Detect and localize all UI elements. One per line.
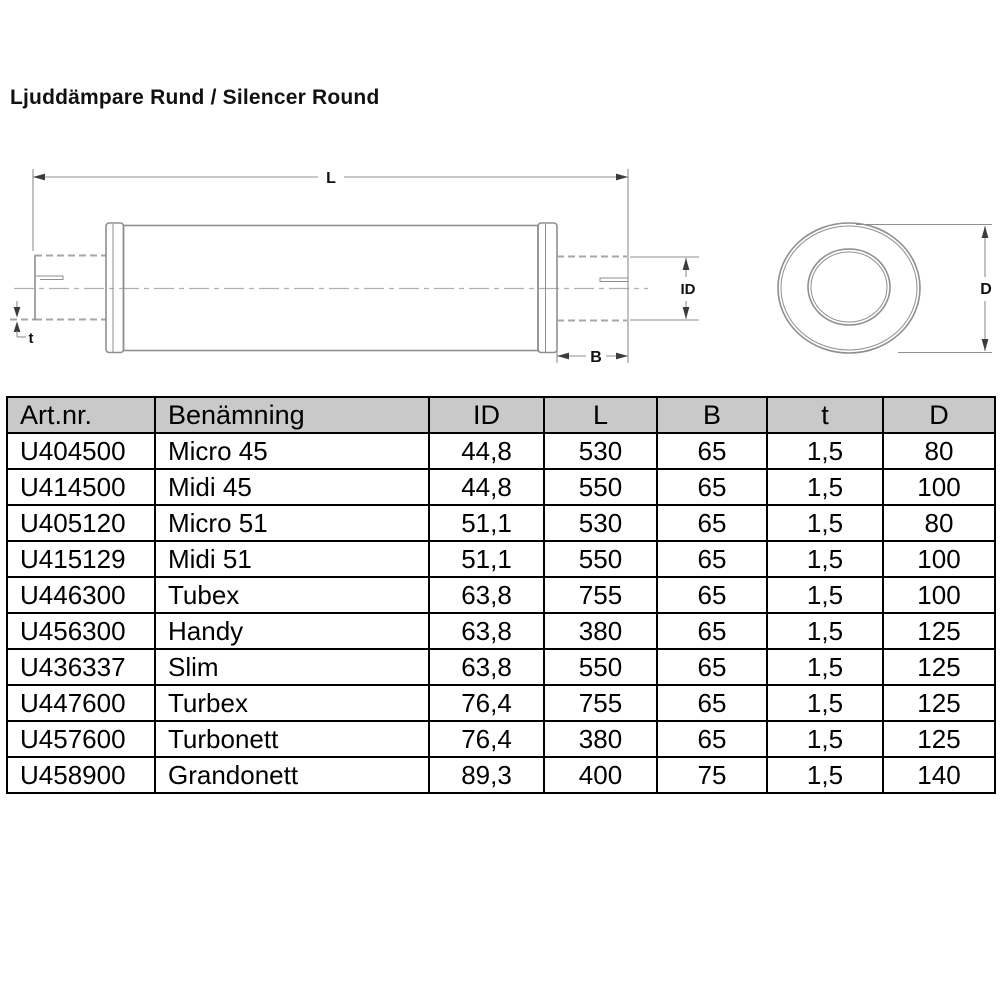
column-header-l: L (544, 397, 657, 433)
table-row (7, 469, 995, 505)
dimension-B (557, 349, 628, 366)
table-cell-d: 100 (883, 469, 995, 505)
table-cell-art_nr: U414500 (7, 469, 155, 505)
table-cell-art_nr: U446300 (7, 577, 155, 613)
table-row (7, 505, 995, 541)
table-cell-b: 75 (657, 757, 767, 793)
table-cell-benamning: Turbex (155, 685, 429, 721)
table-header-row (7, 397, 995, 433)
table-cell-id: 76,4 (429, 685, 544, 721)
table-cell-benamning: Grandonett (155, 757, 429, 793)
table-cell-benamning: Turbonett (155, 721, 429, 757)
table-cell-d: 100 (883, 577, 995, 613)
table-cell-benamning: Micro 45 (155, 433, 429, 469)
outer-shell-circle (778, 223, 920, 353)
table-cell-d: 140 (883, 757, 995, 793)
label-ID: ID (680, 281, 696, 298)
table-cell-l: 550 (544, 469, 657, 505)
label-B: B (590, 349, 602, 366)
dimension-D (856, 225, 992, 353)
page-title: Ljuddämpare Rund / Silencer Round (10, 86, 380, 109)
table-cell-art_nr: U456300 (7, 613, 155, 649)
table-cell-id: 51,1 (429, 505, 544, 541)
table-cell-d: 125 (883, 613, 995, 649)
table-cell-id: 44,8 (429, 433, 544, 469)
inlet-pipe (10, 255, 106, 320)
column-header-art_nr: Art.nr. (7, 397, 155, 433)
table-cell-benamning: Tubex (155, 577, 429, 613)
table-row (7, 685, 995, 721)
table-cell-l: 530 (544, 505, 657, 541)
table-cell-id: 63,8 (429, 649, 544, 685)
table-cell-art_nr: U415129 (7, 541, 155, 577)
table-cell-d: 100 (883, 541, 995, 577)
label-L: L (326, 170, 336, 187)
table-cell-art_nr: U458900 (7, 757, 155, 793)
table-cell-t: 1,5 (767, 469, 883, 505)
table-cell-d: 125 (883, 649, 995, 685)
right-end-cap (538, 223, 557, 353)
table-row (7, 577, 995, 613)
silencer-body (106, 223, 557, 353)
table-cell-b: 65 (657, 577, 767, 613)
column-header-benamning: Benämning (155, 397, 429, 433)
table-cell-l: 380 (544, 721, 657, 757)
table-cell-b: 65 (657, 541, 767, 577)
table-cell-b: 65 (657, 649, 767, 685)
table-cell-t: 1,5 (767, 685, 883, 721)
table-cell-t: 1,5 (767, 721, 883, 757)
table-cell-id: 44,8 (429, 469, 544, 505)
table-cell-art_nr: U404500 (7, 433, 155, 469)
pipe-circle (808, 249, 890, 325)
end-view (778, 223, 992, 353)
table-cell-benamning: Midi 51 (155, 541, 429, 577)
table-cell-d: 80 (883, 433, 995, 469)
table-cell-t: 1,5 (767, 433, 883, 469)
table-cell-id: 51,1 (429, 541, 544, 577)
left-end-cap (106, 223, 124, 353)
side-view (10, 169, 699, 366)
table-row (7, 649, 995, 685)
table-cell-b: 65 (657, 469, 767, 505)
table-cell-l: 380 (544, 613, 657, 649)
table-cell-benamning: Slim (155, 649, 429, 685)
table-cell-l: 755 (544, 685, 657, 721)
column-header-d: D (883, 397, 995, 433)
table-cell-t: 1,5 (767, 541, 883, 577)
table-cell-art_nr: U405120 (7, 505, 155, 541)
table-cell-id: 76,4 (429, 721, 544, 757)
table-cell-art_nr: U447600 (7, 685, 155, 721)
table-cell-b: 65 (657, 721, 767, 757)
table-cell-art_nr: U457600 (7, 721, 155, 757)
column-header-id: ID (429, 397, 544, 433)
dimension-t (14, 301, 34, 347)
dimension-ID (630, 257, 699, 320)
inlet-slot (35, 276, 63, 280)
table-row (7, 433, 995, 469)
table-cell-t: 1,5 (767, 613, 883, 649)
table-cell-id: 63,8 (429, 577, 544, 613)
table-row (7, 757, 995, 793)
table-cell-d: 80 (883, 505, 995, 541)
table-cell-t: 1,5 (767, 505, 883, 541)
table-cell-benamning: Midi 45 (155, 469, 429, 505)
table-cell-id: 89,3 (429, 757, 544, 793)
table-cell-t: 1,5 (767, 577, 883, 613)
label-D: D (980, 281, 992, 298)
table-cell-l: 755 (544, 577, 657, 613)
table-cell-d: 125 (883, 685, 995, 721)
table-cell-b: 65 (657, 613, 767, 649)
table-cell-l: 550 (544, 541, 657, 577)
table-row (7, 541, 995, 577)
table-cell-l: 530 (544, 433, 657, 469)
table-cell-benamning: Micro 51 (155, 505, 429, 541)
table-cell-b: 65 (657, 433, 767, 469)
table-cell-id: 63,8 (429, 613, 544, 649)
outlet-slot (600, 278, 628, 282)
table-cell-t: 1,5 (767, 757, 883, 793)
table-cell-t: 1,5 (767, 649, 883, 685)
silencer-technical-drawing (0, 0, 1000, 392)
column-header-t: t (767, 397, 883, 433)
table-cell-d: 125 (883, 721, 995, 757)
table-cell-l: 400 (544, 757, 657, 793)
label-t: t (28, 330, 34, 347)
table-row (7, 613, 995, 649)
table-cell-b: 65 (657, 685, 767, 721)
silencer-parts-table (6, 396, 996, 794)
table-cell-l: 550 (544, 649, 657, 685)
column-header-b: B (657, 397, 767, 433)
table-cell-art_nr: U436337 (7, 649, 155, 685)
table-cell-b: 65 (657, 505, 767, 541)
table-row (7, 721, 995, 757)
table-cell-benamning: Handy (155, 613, 429, 649)
